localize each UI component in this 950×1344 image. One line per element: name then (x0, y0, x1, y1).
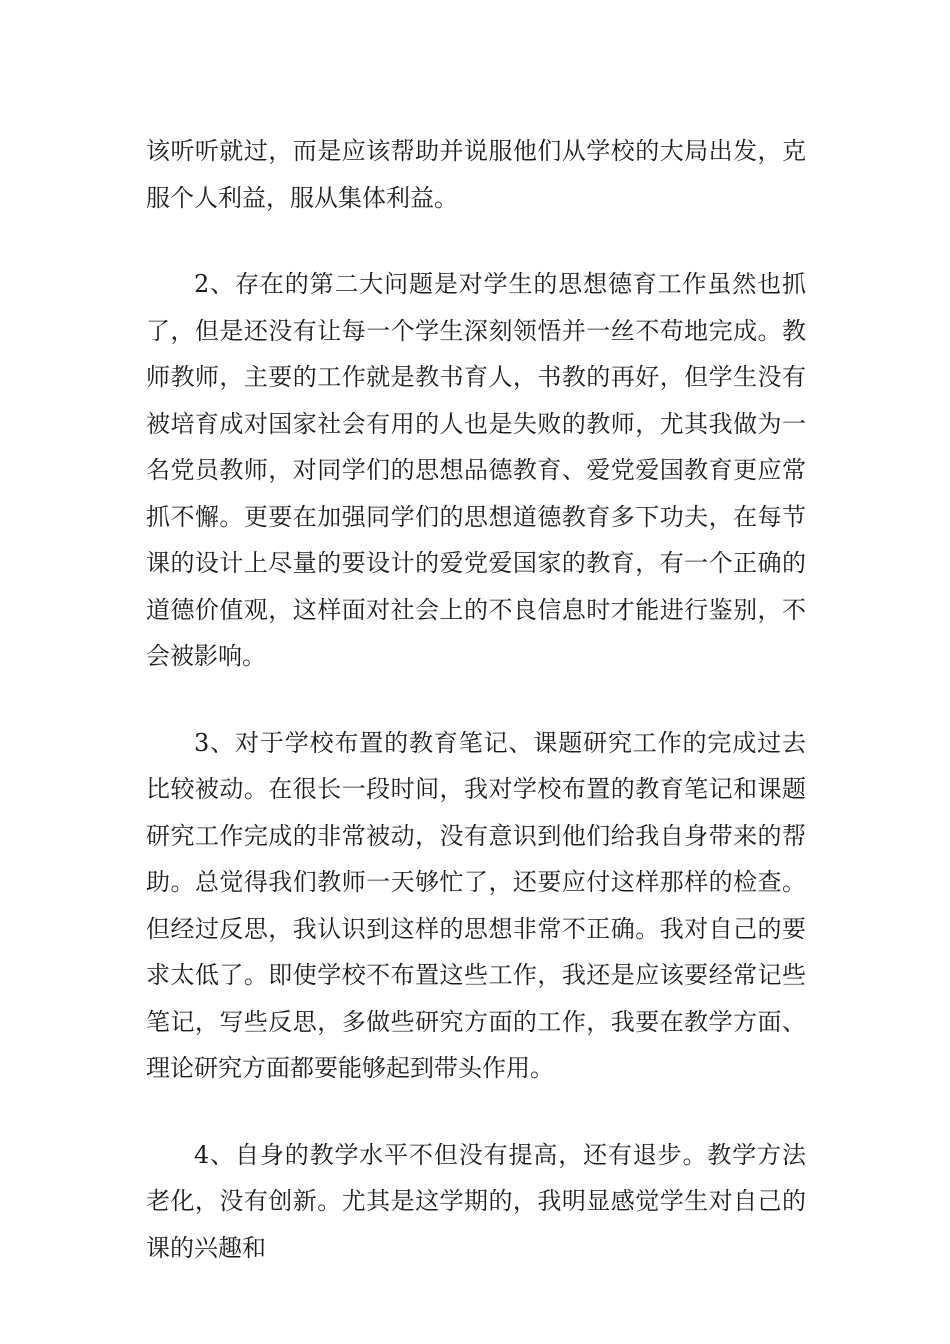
paragraph-item-4: 4、自身的教学水平不但没有提高，还有退步。教学方法老化，没有创新。尤其是这学期的，我明显感觉学生对自己的课的兴趣和 (146, 1140, 806, 1262)
paragraph-continuation: 该听听就过，而是应该帮助并说服他们从学校的大局出发，克服个人利益，服从集体利益。 (146, 137, 806, 212)
document-body (146, 128, 806, 1311)
paragraph-item-3: 3、对于学校布置的教育笔记、课题研究工作的完成过去比较被动。在很长一段时间，我对学校布置的教育笔记和课题研究工作完成的非常被动，没有意识到他们给我自身带来的帮助。总觉得我们教师一天够忙了，还要应付这样那样的检查。但经过反思，我认识到这样的思想非常不正确。我对自己的要求太低了。即使学校不布置这些工作，我还是应该要经常记些笔记，写些反思，多做些研究方面的工作，我要在教学方面、理论研究方面都要能够起到带头作用。 (146, 728, 806, 1082)
paragraph-item-2: 2、存在的第二大问题是对学生的思想德育工作虽然也抓了，但是还没有让每一个学生深刻领悟并一丝不苟地完成。教师教师，主要的工作就是教书育人，书教的再好，但学生没有被培育成对国家社会有用的人也是失败的教师，尤其我做为一名党员教师，对同学们的思想品德教育、爱党爱国教育更应常抓不懈。更要在加强同学们的思想道德教育多下功夫，在每节课的设计上尽量的要设计的爱党爱国家的教育，有一个正确的道德价值观，这样面对社会上的不良信息时才能进行鉴别，不会被影响。 (146, 270, 806, 670)
